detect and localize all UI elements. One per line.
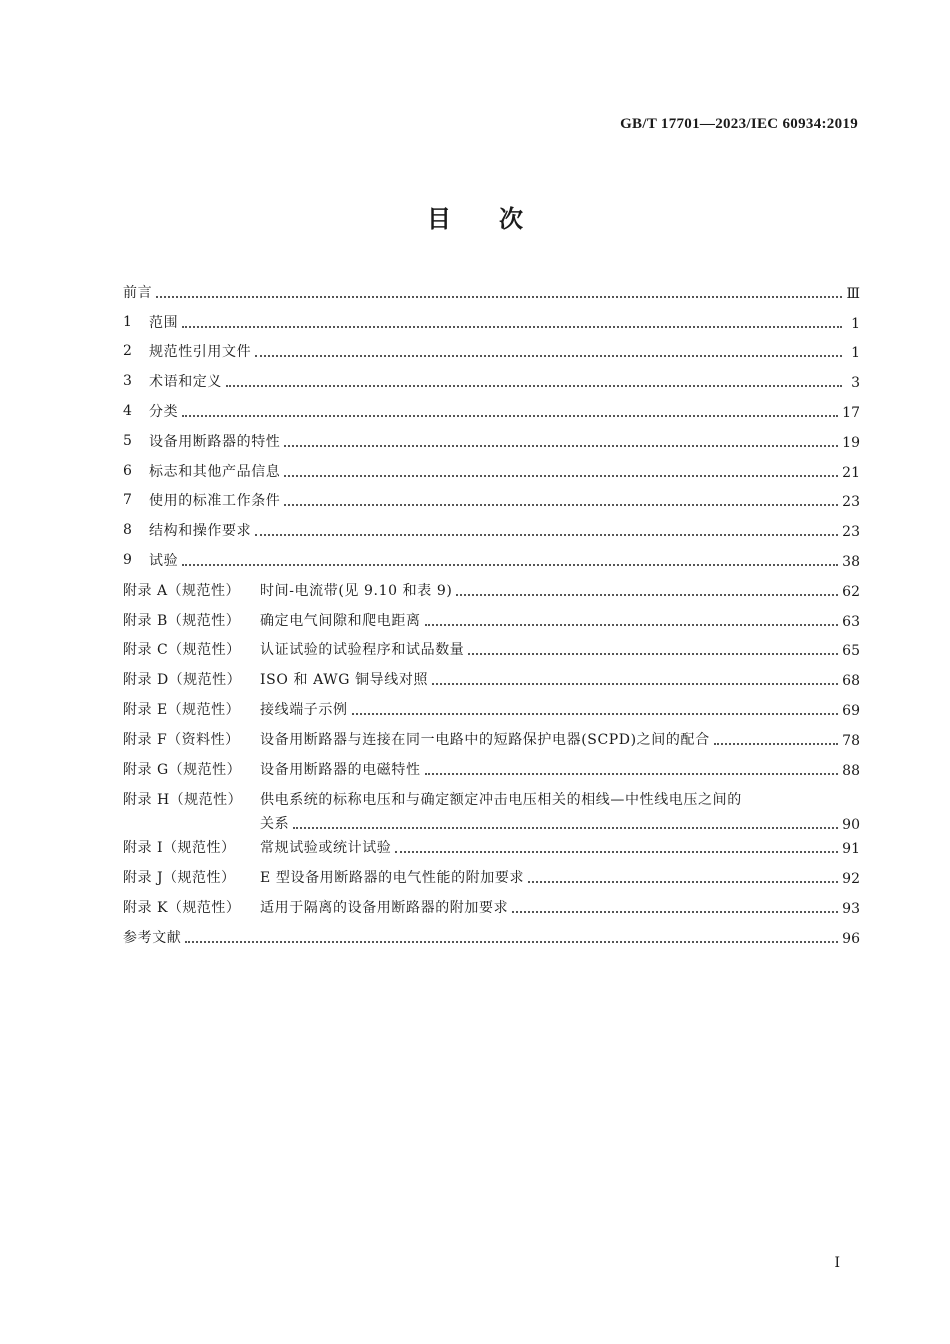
section-number: 8 <box>123 522 132 539</box>
dot-leader <box>185 940 838 943</box>
dot-leader <box>432 682 838 685</box>
toc-entry[interactable] <box>123 426 860 456</box>
dot-leader <box>284 474 838 477</box>
toc-entry-title: 范围 <box>149 314 179 331</box>
toc-entry-annex[interactable] <box>123 664 860 694</box>
dot-leader <box>182 414 838 417</box>
toc-entry-title: 设备用断路器的电磁特性 <box>260 761 421 778</box>
toc-entry-title: 适用于隔离的设备用断路器的附加要求 <box>260 900 509 917</box>
toc-entry[interactable] <box>123 456 860 486</box>
toc-entry[interactable] <box>123 396 860 426</box>
toc-page-number: 91 <box>842 841 860 858</box>
toc-entry-title-continued: 关系 <box>260 815 290 832</box>
section-number: 9 <box>123 552 132 569</box>
toc-page-number: 93 <box>842 901 860 918</box>
toc-page-number: 69 <box>842 703 860 720</box>
dot-leader <box>255 354 842 357</box>
toc-entry-title: 试验 <box>149 553 179 570</box>
toc-page-number: 88 <box>842 762 860 779</box>
toc-entry[interactable] <box>123 337 860 367</box>
annex-label: 附录 F（资料性） <box>123 731 240 748</box>
section-number: 6 <box>123 462 132 479</box>
toc-entry-annex[interactable] <box>123 724 860 754</box>
toc-entry-annex[interactable] <box>123 892 860 922</box>
annex-label: 附录 H（规范性） <box>123 791 243 808</box>
toc-entry-title: 常规试验或统计试验 <box>260 840 392 857</box>
section-number: 2 <box>123 343 132 360</box>
annex-label: 附录 D（规范性） <box>123 672 242 689</box>
toc-entry[interactable] <box>123 307 860 337</box>
toc-entry-title: 术语和定义 <box>149 374 222 391</box>
toc-entry-title: 确定电气间隙和爬电距离 <box>260 612 421 629</box>
document-code-header: GB/T 17701—2023/IEC 60934:2019 <box>620 116 858 132</box>
dot-leader <box>255 533 838 536</box>
section-number: 5 <box>123 432 132 449</box>
dot-leader <box>395 850 838 853</box>
toc-entry-title: 标志和其他产品信息 <box>149 463 281 480</box>
toc-page-number: 21 <box>842 464 860 481</box>
toc-entry[interactable] <box>123 366 860 396</box>
toc-page-number: 96 <box>842 930 860 947</box>
section-number: 4 <box>123 403 132 420</box>
toc-entry-title: 前言 <box>123 284 153 301</box>
toc-page-number: 19 <box>842 434 860 451</box>
toc-page-number: 38 <box>842 554 860 571</box>
toc-page-number: 65 <box>842 643 860 660</box>
dot-leader <box>284 444 838 447</box>
toc-entry[interactable] <box>123 515 860 545</box>
toc-entry-title: 使用的标准工作条件 <box>149 493 281 510</box>
toc-page-number: 3 <box>851 375 860 392</box>
toc-page-number: 23 <box>842 494 860 511</box>
toc-entry-annex[interactable] <box>123 635 860 665</box>
toc-page-number: 1 <box>851 345 860 362</box>
dot-leader <box>226 384 842 387</box>
toc-entry-title: 时间-电流带(见 9.10 和表 9) <box>260 582 453 599</box>
toc-page-number: 63 <box>842 613 860 630</box>
dot-leader <box>528 880 838 883</box>
toc-page-number: 1 <box>851 315 860 332</box>
toc-entry[interactable] <box>123 486 860 516</box>
toc-entry-title: ISO 和 AWG 铜导线对照 <box>260 672 429 689</box>
toc-entry-title: 设备用断路器与连接在同一电路中的短路保护电器(SCPD)之间的配合 <box>260 731 710 748</box>
toc-page-number: 78 <box>842 732 860 749</box>
annex-label: 附录 B（规范性） <box>123 612 241 629</box>
toc-page-number: 90 <box>842 816 860 833</box>
dot-leader <box>512 910 838 913</box>
annex-label: 附录 E（规范性） <box>123 702 241 719</box>
toc-entry-annex-h[interactable] <box>123 784 860 833</box>
toc-entry-title: 设备用断路器的特性 <box>149 433 281 450</box>
dot-leader <box>182 325 842 328</box>
page-title: 目次 <box>427 205 571 233</box>
dot-leader <box>714 742 839 745</box>
toc-page-number: 23 <box>842 524 860 541</box>
annex-label: 附录 K（规范性） <box>123 900 241 917</box>
toc-page-number: 68 <box>842 673 860 690</box>
dot-leader <box>182 563 838 566</box>
toc-page-number: 92 <box>842 871 860 888</box>
section-number: 1 <box>123 313 132 330</box>
toc-entry-annex[interactable] <box>123 754 860 784</box>
toc-entry-title: 结构和操作要求 <box>149 523 252 540</box>
toc-entry[interactable] <box>123 277 860 307</box>
toc-entry-title: 参考文献 <box>123 929 182 946</box>
annex-label: 附录 J（规范性） <box>123 870 236 887</box>
dot-leader <box>425 772 839 775</box>
toc-entry-title: 规范性引用文件 <box>149 344 252 361</box>
toc-entry-title: E 型设备用断路器的电气性能的附加要求 <box>260 870 525 887</box>
toc-entry-title: 分类 <box>149 404 179 421</box>
toc-entry-annex[interactable] <box>123 833 860 863</box>
page-folio: I <box>834 1255 840 1271</box>
toc-entry-annex[interactable] <box>123 862 860 892</box>
toc-entry-annex[interactable] <box>123 694 860 724</box>
toc-entry-title: 供电系统的标称电压和与确定额定冲击电压相关的相线—中性线电压之间的 <box>260 791 742 808</box>
toc-entry-annex[interactable] <box>123 605 860 635</box>
toc-entry-annex[interactable] <box>123 575 860 605</box>
toc-entry-title: 认证试验的试验程序和试品数量 <box>260 642 465 659</box>
toc-page-number: 17 <box>842 405 860 422</box>
annex-label: 附录 A（规范性） <box>123 582 241 599</box>
toc-entry-references[interactable] <box>123 922 860 952</box>
section-number: 7 <box>123 492 132 509</box>
annex-label: 附录 G（规范性） <box>123 761 242 778</box>
section-number: 3 <box>123 373 132 390</box>
dot-leader <box>293 826 838 829</box>
toc-page-number: Ⅲ <box>846 285 860 302</box>
table-of-contents <box>123 277 860 952</box>
dot-leader <box>468 652 838 655</box>
toc-entry-title: 接线端子示例 <box>260 702 348 719</box>
annex-label: 附录 C（规范性） <box>123 642 241 659</box>
toc-page-number: 62 <box>842 583 860 600</box>
dot-leader <box>425 623 839 626</box>
toc-entry[interactable] <box>123 545 860 575</box>
dot-leader <box>284 503 838 506</box>
dot-leader <box>456 593 838 596</box>
dot-leader <box>156 295 842 298</box>
annex-label: 附录 I（规范性） <box>123 840 236 857</box>
dot-leader <box>352 712 839 715</box>
